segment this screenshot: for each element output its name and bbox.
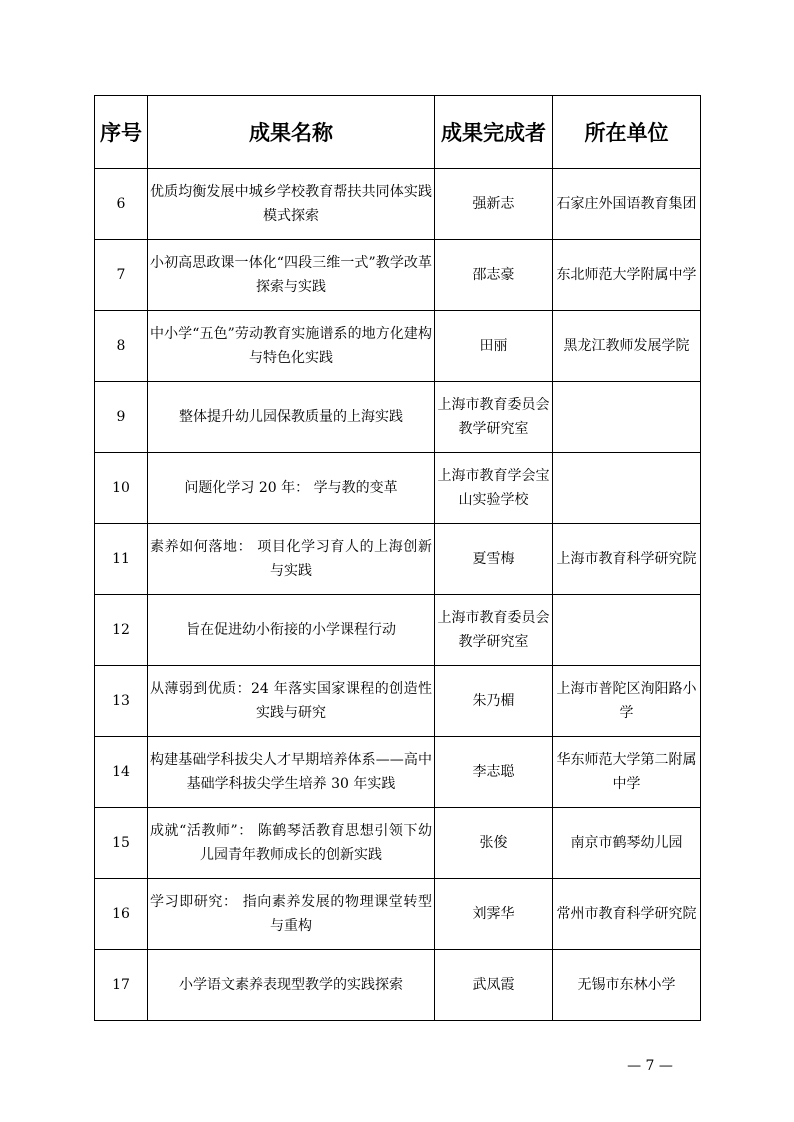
cell-author: 邵志豪 (435, 240, 553, 311)
table-row (95, 524, 701, 595)
header-unit: 所在单位 (553, 96, 701, 169)
cell-no: 15 (95, 808, 148, 879)
cell-author: 朱乃楣 (435, 666, 553, 737)
header-title: 成果名称 (148, 96, 435, 169)
table-row (95, 595, 701, 666)
header-no: 序号 (95, 96, 148, 169)
cell-no: 7 (95, 240, 148, 311)
cell-author: 上海市教育委员会教学研究室 (435, 382, 553, 453)
cell-no: 17 (95, 950, 148, 1021)
cell-title: 学习即研究： 指向素养发展的物理课堂转型与重构 (148, 879, 435, 950)
cell-author: 强新志 (435, 169, 553, 240)
cell-author: 武凤霞 (435, 950, 553, 1021)
cell-no: 10 (95, 453, 148, 524)
page-number: — 7 — (627, 1058, 673, 1074)
cell-unit: 东北师范大学附属中学 (553, 240, 701, 311)
cell-no: 11 (95, 524, 148, 595)
table-row (95, 453, 701, 524)
cell-title: 从薄弱到优质：24 年落实国家课程的创造性实践与研究 (148, 666, 435, 737)
table-row (95, 169, 701, 240)
cell-author: 张俊 (435, 808, 553, 879)
header-author: 成果完成者 (435, 96, 553, 169)
cell-unit: 上海市普陀区洵阳路小学 (553, 666, 701, 737)
table-row (95, 382, 701, 453)
cell-title: 成就“活教师”： 陈鹤琴活教育思想引领下幼儿园青年教师成长的创新实践 (148, 808, 435, 879)
cell-title: 整体提升幼儿园保教质量的上海实践 (148, 382, 435, 453)
cell-unit: 常州市教育科学研究院 (553, 879, 701, 950)
cell-unit: 无锡市东林小学 (553, 950, 701, 1021)
cell-unit (553, 382, 701, 453)
cell-author: 李志聪 (435, 737, 553, 808)
cell-no: 16 (95, 879, 148, 950)
achievements-table (94, 95, 701, 1021)
cell-unit (553, 453, 701, 524)
table-row (95, 240, 701, 311)
cell-no: 8 (95, 311, 148, 382)
cell-author: 上海市教育学会宝山实验学校 (435, 453, 553, 524)
cell-title: 小初高思政课一体化“四段三维一式”教学改革探索与实践 (148, 240, 435, 311)
cell-no: 14 (95, 737, 148, 808)
table-row (95, 950, 701, 1021)
cell-title: 优质均衡发展中城乡学校教育帮扶共同体实践模式探索 (148, 169, 435, 240)
cell-author: 刘霁华 (435, 879, 553, 950)
cell-no: 12 (95, 595, 148, 666)
cell-no: 9 (95, 382, 148, 453)
cell-title: 旨在促进幼小衔接的小学课程行动 (148, 595, 435, 666)
cell-title: 小学语文素养表现型教学的实践探索 (148, 950, 435, 1021)
cell-title: 问题化学习 20 年： 学与教的变革 (148, 453, 435, 524)
table-row (95, 311, 701, 382)
cell-no: 6 (95, 169, 148, 240)
cell-unit (553, 595, 701, 666)
cell-title: 中小学“五色”劳动教育实施谱系的地方化建构与特色化实践 (148, 311, 435, 382)
table-row (95, 737, 701, 808)
cell-unit: 华东师范大学第二附属中学 (553, 737, 701, 808)
table-header-row (95, 96, 701, 169)
cell-author: 上海市教育委员会教学研究室 (435, 595, 553, 666)
table-row (95, 879, 701, 950)
cell-unit: 南京市鹤琴幼儿园 (553, 808, 701, 879)
cell-no: 13 (95, 666, 148, 737)
cell-unit: 黑龙江教师发展学院 (553, 311, 701, 382)
cell-title: 构建基础学科拔尖人才早期培养体系——高中基础学科拔尖学生培养 30 年实践 (148, 737, 435, 808)
cell-unit: 上海市教育科学研究院 (553, 524, 701, 595)
table-row (95, 808, 701, 879)
cell-author: 夏雪梅 (435, 524, 553, 595)
cell-unit: 石家庄外国语教育集团 (553, 169, 701, 240)
table-row (95, 666, 701, 737)
cell-title: 素养如何落地： 项目化学习育人的上海创新与实践 (148, 524, 435, 595)
cell-author: 田丽 (435, 311, 553, 382)
